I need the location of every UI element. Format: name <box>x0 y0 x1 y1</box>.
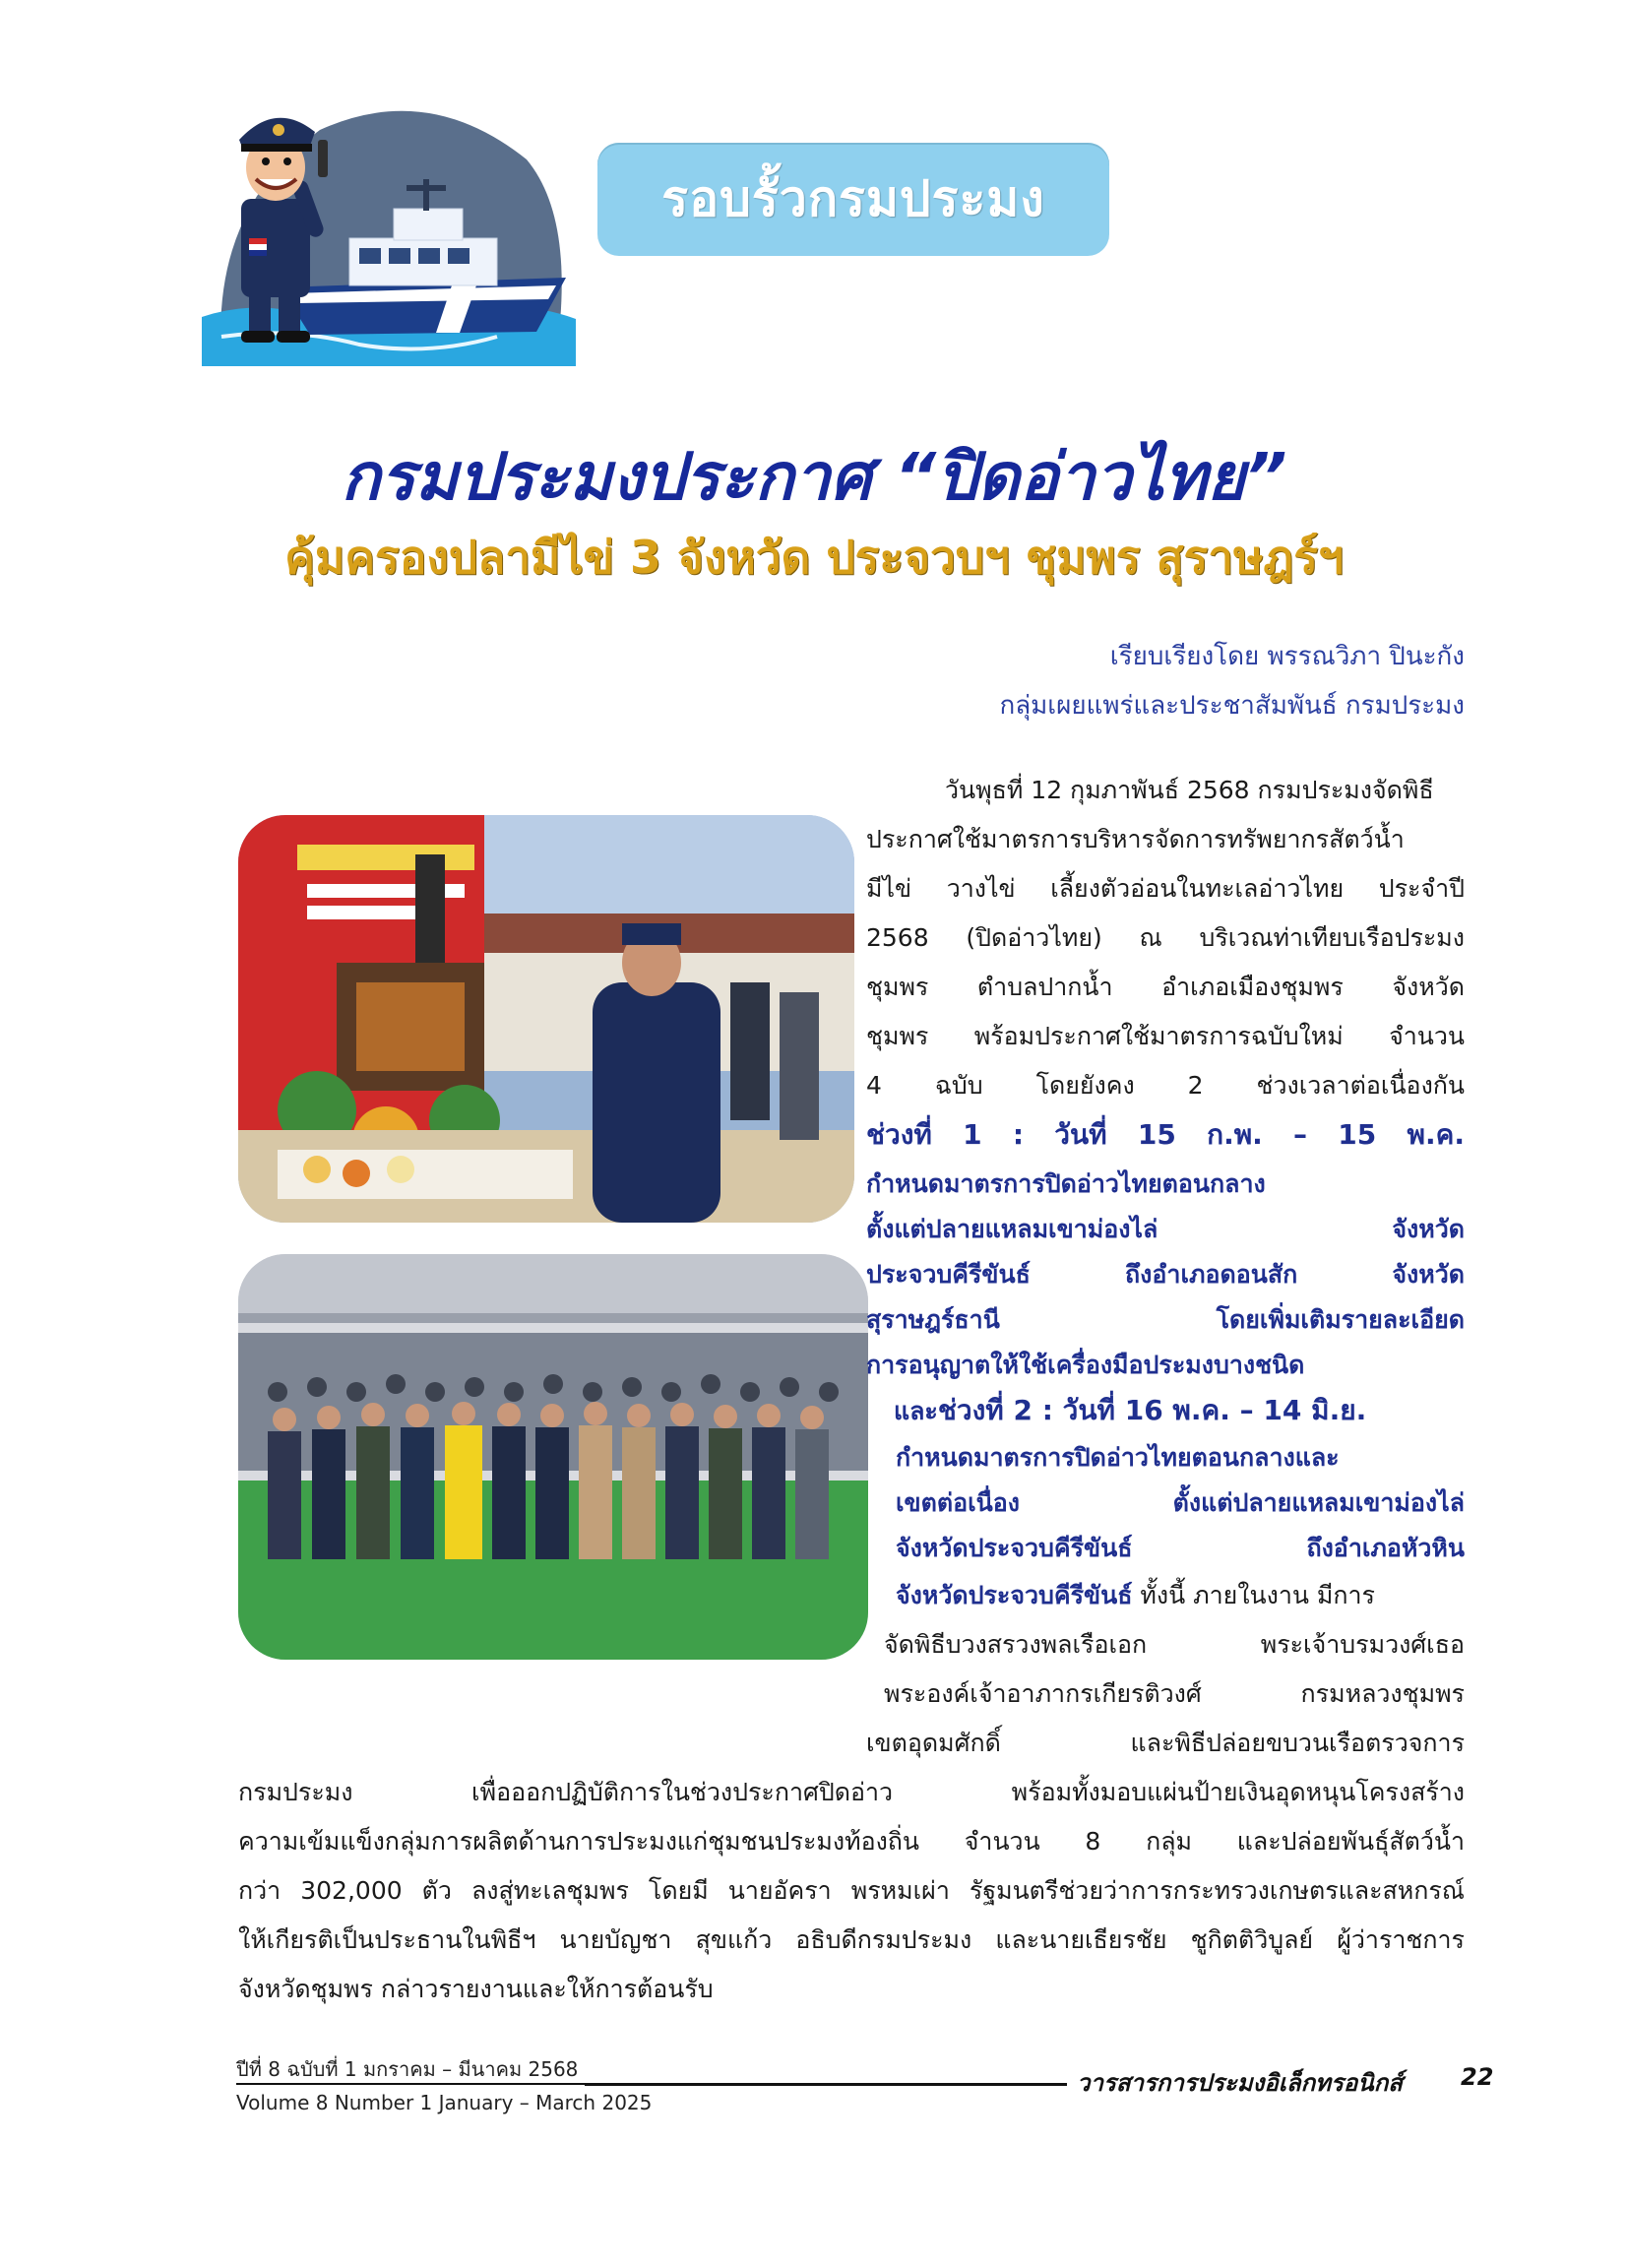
section-badge <box>597 143 1109 256</box>
footer-journal-name: วารสารการประมงอิเล็กทรอนิกส์ <box>1077 2069 1403 2097</box>
paragraph-line: กว่า 302,000 ตัว ลงสู่ทะเลชุมพร โดยมี นายอัครา พรหมเผ่า รัฐมนตรีช่วยว่าการกระทรวงเกษตรและสหกรณ์ <box>238 1876 1465 1905</box>
paragraph-line: 4 ฉบับ โดยยังคง 2 ช่วงเวลาต่อเนื่องกัน <box>866 1071 1465 1100</box>
period-1-line: กำหนดมาตรการปิดอ่าวไทยตอนกลาง <box>866 1169 1266 1198</box>
article-title: กรมประมงประกาศ “ปิดอ่าวไทย” <box>341 439 1287 515</box>
mascot-illustration <box>202 91 576 366</box>
ceremony-photo <box>238 815 854 1223</box>
paragraph-line: ชุมพร พร้อมประกาศใช้มาตรการฉบับใหม่ จำนวน <box>866 1022 1465 1050</box>
period-2-line: เขตต่อเนื่อง ตั้งแต่ปลายแหลมเขาม่องไล่ <box>896 1488 1465 1517</box>
period-2-line: จังหวัดประจวบคีรีขันธ์ ถึงอำเภอหัวหิน <box>896 1534 1465 1562</box>
article-subtitle: คุ้มครองปลามีไข่ 3 จังหวัด ประจวบฯ ชุมพร สุราษฎร์ฯ <box>284 531 1344 584</box>
period-1-line: ประจวบคีรีขันธ์ ถึงอำเภอดอนสัก จังหวัด <box>866 1260 1465 1289</box>
period-1-line: สุราษฎร์ธานี โดยเพิ่มเติมรายละเอียด <box>866 1305 1465 1334</box>
paragraph-line: ความเข้มแข็งกลุ่มการผลิตด้านการประมงแก่ชุมชนประมงท้องถิ่น จำนวน 8 กลุ่ม และปล่อยพันธุ์สัตว์น้ำ <box>238 1827 1465 1856</box>
paragraph-line: มีไข่ วางไข่ เลี้ยงตัวอ่อนในทะเลอ่าวไทย ประจำปี <box>866 874 1465 903</box>
author-byline: เรียบเรียงโดย พรรณวิภา ปินะกัง <box>1109 642 1465 671</box>
group-photo <box>238 1254 868 1660</box>
paragraph-line: จัดพิธีบวงสรวงพลเรือเอก พระเจ้าบรมวงศ์เธอ <box>884 1630 1465 1659</box>
period-2-end-row <box>896 1571 1465 1620</box>
footer-issue-english: Volume 8 Number 1 January – March 2025 <box>236 2091 653 2114</box>
period-2-line: กำหนดมาตรการปิดอ่าวไทยตอนกลางและ <box>896 1443 1340 1472</box>
period-1-heading: ช่วงที่ 1 : วันที่ 15 ก.พ. – 15 พ.ค. <box>866 1118 1465 1151</box>
section-label: รอบรั้วกรมประมง <box>661 170 1045 227</box>
paragraph-line: 2568 (ปิดอ่าวไทย) ณ บริเวณท่าเทียบเรือประมง <box>866 923 1465 952</box>
page-number: 22 <box>1461 2063 1494 2091</box>
paragraph-line: จังหวัดชุมพร กล่าวรายงานและให้การต้อนรับ <box>238 1975 714 2003</box>
paragraph-line: วันพุธที่ 12 กุมภาพันธ์ 2568 กรมประมงจัดพิธี <box>945 776 1434 804</box>
author-department: กลุ่มเผยแพร่และประชาสัมพันธ์ กรมประมง <box>999 691 1465 721</box>
footer-issue-thai: ปีที่ 8 ฉบับที่ 1 มกราคม – มีนาคม 2568 <box>236 2057 579 2081</box>
paragraph-line: เขตอุดมศักดิ์ และพิธีปล่อยขบวนเรือตรวจการ <box>866 1729 1465 1757</box>
paragraph-line: ชุมพร ตำบลปากน้ำ อำเภอเมืองชุมพร จังหวัด <box>866 973 1465 1001</box>
period-1-line: ตั้งแต่ปลายแหลมเขาม่องไล่ จังหวัด <box>866 1215 1465 1243</box>
footer-divider <box>236 2083 585 2085</box>
paragraph-line: กรมประมง เพื่อออกปฏิบัติการในช่วงประกาศปิดอ่าว พร้อมทั้งมอบแผ่นป้ายเงินอุดหนุนโครงสร้าง <box>238 1778 1465 1806</box>
paragraph-line: ประกาศใช้มาตรการบริหารจัดการทรัพยากรสัตว์น้ำ <box>866 825 1405 853</box>
footer-divider <box>585 2083 1067 2086</box>
paragraph-line: ให้เกียรติเป็นประธานในพิธีฯ นายบัญชา สุขแก้ว อธิบดีกรมประมง และนายเธียรชัย ชูกิตติวิบูลย์ ผู้ว่าราชการ <box>238 1925 1465 1954</box>
paragraph-line: พระองค์เจ้าอาภากรเกียรติวงศ์ กรมหลวงชุมพร <box>884 1679 1465 1708</box>
period-2-end-bold: จังหวัดประจวบคีรีขันธ์ <box>896 1581 1133 1609</box>
period-1-line: การอนุญาตให้ใช้เครื่องมือประมงบางชนิด <box>866 1351 1305 1379</box>
period-2-heading-row <box>894 1386 1465 1436</box>
period-2-end-rest: ทั้งนี้ ภายในงาน มีการ <box>1132 1581 1375 1609</box>
period-2-heading: ช่วงที่ 2 : วันที่ 16 พ.ค. – 14 มิ.ย. <box>937 1394 1367 1426</box>
period-2-prefix: และ <box>894 1397 938 1425</box>
